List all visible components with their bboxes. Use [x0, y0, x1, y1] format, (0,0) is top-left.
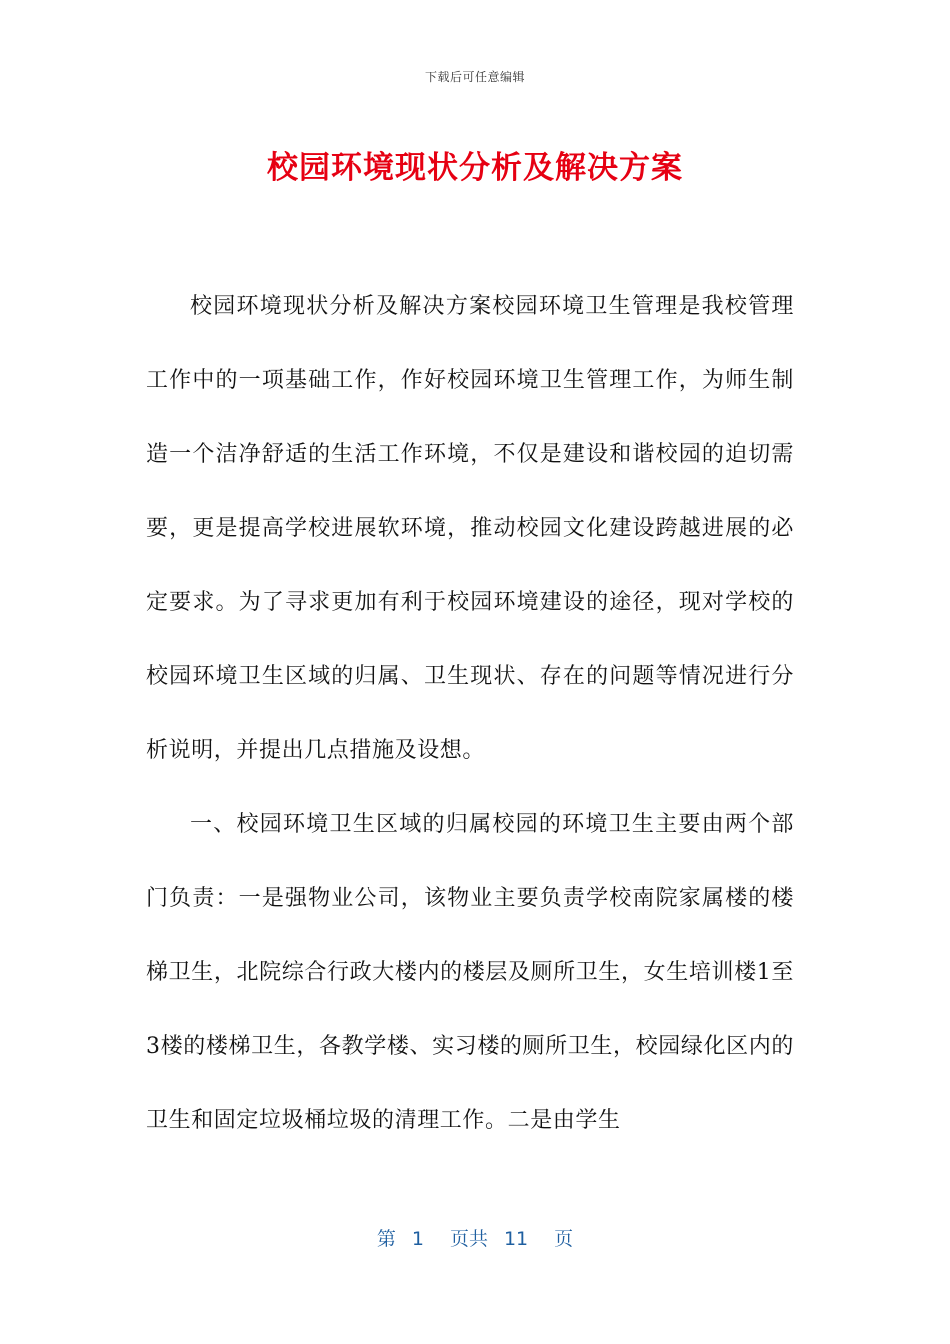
page-number-footer — [0, 1224, 950, 1251]
paragraph-section-1: 一、校园环境卫生区域的归属校园的环境卫生主要由两个部门负责：一是强物业公司，该物业主要负责学校南院家属楼的楼梯卫生，北院综合行政大楼内的楼层及厕所卫生，女生培训楼1至3楼的楼梯卫生，各教学楼、实习楼的厕所卫生，校园绿化区内的卫生和固定垃圾桶垃圾的清理工作。二是由学生 — [146, 812, 794, 1133]
footer-current-page: 1 — [411, 1228, 424, 1250]
footer-total-pages: 11 — [503, 1228, 529, 1250]
paragraph-intro: 校园环境现状分析及解决方案校园环境卫生管理是我校管理工作中的一项基础工作，作好校园环境卫生管理工作，为师生制造一个洁净舒适的生活工作环境，不仅是建设和谐校园的迫切需要，更是提高学校进展软环境，推动校园文化建设跨越进展的必定要求。为了寻求更加有利于校园环境建设的途径，现对学校的校园环境卫生区域的归属、卫生现状、存在的问题等情况进行分析说明，并提出几点措施及设想。 — [146, 294, 794, 763]
footer-middle: 页共 — [449, 1228, 488, 1250]
footer-suffix: 页 — [554, 1228, 574, 1250]
header-note: 下载后可任意编辑 — [424, 70, 525, 84]
document-body — [146, 270, 794, 1158]
document-title: 校园环境现状分析及解决方案 — [267, 150, 683, 186]
footer-prefix: 第 — [376, 1228, 396, 1250]
